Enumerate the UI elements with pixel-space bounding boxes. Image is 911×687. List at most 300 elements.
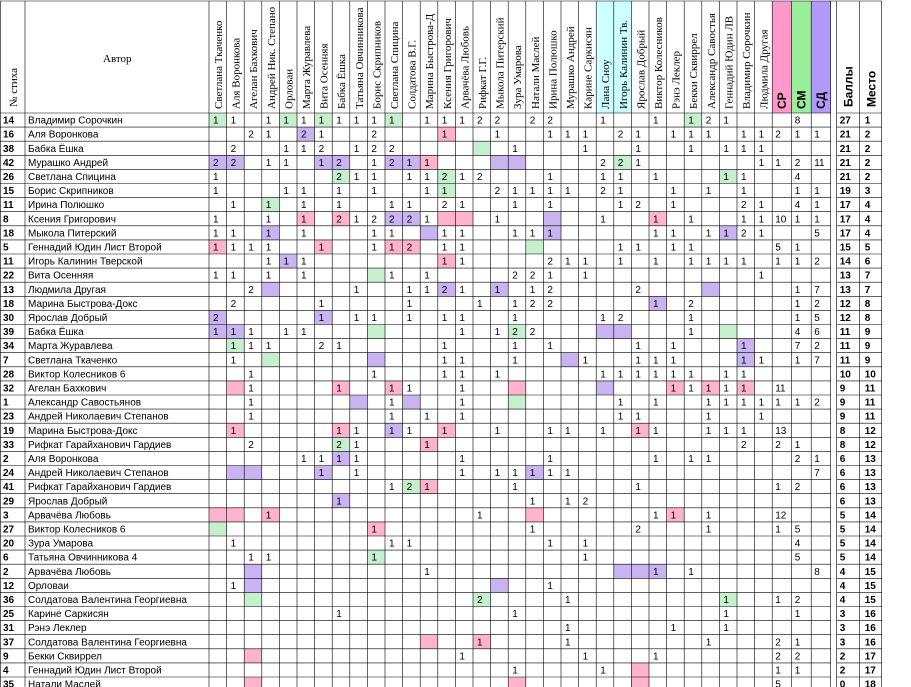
vote-cell: 2 — [371, 143, 377, 155]
place-value: 18 — [864, 679, 876, 687]
balls-value: 4 — [839, 580, 846, 592]
vote-cell: 2 — [600, 157, 606, 169]
vote-cell: 2 — [441, 284, 448, 296]
vote-cell: 1 — [723, 397, 729, 409]
vote-cell: 1 — [635, 341, 641, 353]
author-name: Карине Саркисян — [28, 609, 109, 621]
vote-cell: 1 — [230, 327, 237, 339]
place-value: 7 — [864, 284, 871, 296]
vote-cell: 1 — [318, 115, 325, 127]
vote-cell: 1 — [371, 369, 377, 381]
vote-cell: 1 — [265, 341, 272, 353]
juror-name: Ярослав Добрый — [635, 29, 648, 109]
vote-cell-fill — [508, 155, 526, 169]
vote-cell: 1 — [230, 242, 237, 254]
vote-cell: 1 — [459, 284, 465, 296]
vote-cell: 1 — [565, 186, 571, 198]
vote-cell-fill — [244, 466, 262, 480]
vote-cell: 1 — [741, 214, 747, 226]
place-value: 8 — [864, 313, 871, 324]
vote-cell: 1 — [547, 341, 553, 353]
sm-cell: 5 — [794, 524, 801, 536]
author-name: Орловаи — [28, 580, 69, 592]
vote-cell: 1 — [512, 143, 518, 155]
poem-number: 16 — [3, 129, 15, 141]
vote-cell-fill — [526, 508, 544, 522]
vote-cell: 1 — [213, 214, 219, 226]
sm-cell: 1 — [794, 298, 801, 310]
place-value: 11 — [864, 397, 876, 409]
sr-cell: 1 — [775, 482, 781, 494]
poem-number: 12 — [3, 580, 15, 592]
author-name: Борис Скрипников — [28, 186, 114, 198]
vote-cell: 1 — [371, 115, 377, 127]
vote-cell: 2 — [512, 327, 518, 339]
vote-cell: 1 — [318, 129, 325, 141]
vote-cell: 1 — [670, 242, 677, 254]
poem-number: 6 — [3, 552, 9, 564]
juror-name: Бекки Сквиррел — [688, 33, 701, 109]
place-value: 16 — [864, 637, 876, 649]
vote-cell: 1 — [353, 454, 360, 465]
place-value: 16 — [864, 609, 876, 621]
vote-cell: 1 — [389, 270, 395, 282]
sm-cell: 1 — [794, 242, 801, 254]
balls-value: 21 — [839, 172, 851, 183]
place-value: 7 — [864, 270, 871, 282]
vote-cell: 2 — [529, 270, 536, 282]
vote-cell: 1 — [617, 172, 624, 183]
vote-cell: 2 — [248, 284, 254, 296]
sm-cell: 1 — [794, 665, 801, 677]
vote-cell: 2 — [389, 143, 395, 155]
poem-number: 29 — [3, 496, 15, 508]
poem-number: 9 — [3, 651, 9, 663]
place-value: 14 — [864, 510, 876, 522]
vote-cell: 1 — [336, 200, 342, 212]
vote-cell: 1 — [512, 482, 518, 494]
sr-cell: 1 — [775, 397, 781, 409]
vote-cell: 1 — [389, 425, 395, 437]
juror-name: Рэнэ Леклер — [670, 51, 683, 109]
vote-cell: 1 — [459, 397, 465, 409]
vote-cell: 1 — [723, 172, 729, 183]
author-name: Мурашко Андрей — [28, 157, 109, 169]
sm-cell: 4 — [794, 172, 801, 183]
author-name: Бабка Ёшка — [28, 327, 84, 339]
vote-cell: 1 — [406, 538, 413, 550]
vote-cell: 1 — [353, 172, 360, 183]
vote-cell: 1 — [389, 383, 395, 395]
vote-cell: 1 — [582, 538, 589, 550]
vote-cell: 1 — [688, 242, 694, 254]
author-name: Мыкола Питерский — [28, 228, 117, 240]
vote-cell: 1 — [565, 623, 571, 635]
vote-cell: 1 — [565, 425, 571, 437]
sr-cell: 1 — [775, 157, 781, 169]
sr-cell: 2 — [775, 651, 781, 663]
balls-value: 21 — [839, 129, 851, 141]
vote-cell: 1 — [353, 439, 360, 451]
vote-cell: 1 — [265, 115, 272, 127]
vote-cell: 2 — [635, 200, 641, 212]
vote-cell: 1 — [635, 143, 641, 155]
vote-cell: 2 — [389, 214, 395, 226]
balls-value: 8 — [839, 425, 846, 437]
vote-cell: 1 — [459, 115, 465, 127]
vote-cell: 1 — [230, 270, 237, 282]
author-name: Агелан Бахкович — [28, 383, 107, 395]
balls-value: 5 — [839, 552, 846, 564]
vote-cell: 1 — [688, 454, 694, 465]
vote-cell: 1 — [459, 651, 465, 663]
balls-value: 17 — [839, 200, 851, 212]
vote-cell: 1 — [301, 327, 307, 339]
vote-cell: 1 — [318, 298, 325, 310]
vote-cell: 1 — [723, 383, 729, 395]
vote-cell-fill — [719, 325, 737, 339]
vote-cell: 1 — [653, 397, 659, 409]
sm-cell: 4 — [794, 538, 801, 550]
vote-cell: 1 — [389, 115, 395, 127]
poem-number: 11 — [3, 200, 14, 212]
juror-name: Карине Саркисян — [582, 27, 595, 109]
place-value: 12 — [864, 425, 876, 437]
vote-cell: 1 — [230, 341, 237, 353]
juror-name: Рифкат Г.Г. — [477, 56, 489, 109]
balls-value: 4 — [839, 595, 846, 606]
balls-value: 12 — [839, 313, 851, 324]
place-value: 2 — [864, 172, 871, 183]
vote-cell: 1 — [723, 369, 729, 381]
vote-cell: 1 — [758, 200, 765, 212]
vote-cell: 1 — [424, 157, 430, 169]
vote-cell: 1 — [758, 129, 765, 141]
vote-cell: 2 — [406, 242, 413, 254]
vote-cell: 1 — [459, 327, 465, 339]
vote-cell-fill — [614, 325, 632, 339]
vote-cell: 1 — [565, 129, 571, 141]
vote-cell: 1 — [213, 172, 219, 183]
vote-cell: 1 — [406, 298, 413, 310]
vote-cell-fill — [244, 564, 262, 578]
vote-cell: 2 — [617, 129, 624, 141]
vote-cell: 1 — [283, 186, 289, 198]
vote-cell: 1 — [336, 425, 342, 437]
vote-cell: 1 — [512, 355, 518, 367]
vote-cell-fill — [262, 353, 280, 367]
vote-cell: 1 — [336, 496, 342, 508]
balls-value: 10 — [839, 369, 851, 381]
balls-value: 27 — [839, 115, 851, 127]
vote-cell: 1 — [688, 383, 694, 395]
author-name: Владимир Сорочкин — [28, 115, 123, 127]
vote-cell: 2 — [617, 157, 624, 169]
place-value: 13 — [864, 468, 876, 480]
vote-cell: 1 — [459, 228, 465, 240]
balls-value: 9 — [839, 383, 846, 395]
vote-cell: 1 — [477, 510, 483, 522]
vote-cell: 1 — [600, 115, 606, 127]
place-value: 9 — [864, 355, 871, 367]
vote-cell-fill — [227, 466, 245, 480]
balls-value: 6 — [839, 496, 846, 508]
juror-name: Борис Скрипников — [371, 20, 384, 109]
header-sd: СД — [814, 91, 829, 109]
vote-cell: 1 — [617, 256, 624, 268]
vote-cell: 1 — [705, 228, 712, 240]
juror-name: Арвачёва Любовь — [459, 25, 472, 109]
vote-cell: 1 — [741, 425, 747, 437]
vote-cell-fill — [631, 564, 649, 578]
vote-cell: 1 — [265, 214, 272, 226]
header-author-label: Автор — [103, 53, 132, 65]
vote-cell: 1 — [230, 425, 237, 437]
vote-cell: 1 — [459, 468, 465, 480]
author-name: Арвачёва Любовь — [28, 510, 111, 522]
vote-cell: 1 — [283, 327, 289, 339]
vote-cell: 2 — [494, 115, 501, 127]
vote-cell: 1 — [265, 200, 272, 212]
sr-cell: 2 — [775, 637, 781, 649]
sd-cell: 5 — [814, 228, 820, 240]
sr-cell: 10 — [775, 214, 787, 226]
header-balls: Баллы — [841, 66, 856, 107]
vote-cell: 2 — [248, 439, 254, 451]
vote-cell: 1 — [529, 284, 536, 296]
vote-cell: 1 — [283, 143, 289, 155]
vote-cell: 1 — [723, 609, 729, 621]
poem-number: 2 — [3, 454, 9, 465]
vote-cell: 1 — [547, 425, 553, 437]
author-name: Рэнэ Леклер — [28, 623, 87, 635]
vote-cell: 1 — [389, 482, 395, 494]
place-value: 13 — [864, 496, 876, 508]
vote-cell: 2 — [512, 270, 518, 282]
poem-number: 39 — [3, 327, 15, 339]
balls-value: 11 — [839, 327, 851, 339]
balls-value: 21 — [839, 157, 851, 169]
vote-cell: 1 — [723, 256, 729, 268]
author-name: Солдатова Валентина Георгиевна — [28, 595, 187, 606]
poem-number: 8 — [3, 214, 9, 226]
vote-cell: 1 — [441, 369, 448, 381]
vote-cell: 1 — [336, 341, 342, 353]
vote-cell: 1 — [670, 129, 677, 141]
sm-cell: 2 — [794, 482, 801, 494]
poem-number: 41 — [3, 482, 15, 494]
vote-cell: 1 — [582, 552, 589, 564]
vote-cell: 1 — [758, 411, 765, 423]
vote-cell: 1 — [265, 157, 272, 169]
balls-value: 5 — [839, 524, 846, 536]
vote-cell: 2 — [389, 157, 395, 169]
vote-cell: 1 — [688, 256, 694, 268]
vote-cell: 1 — [494, 468, 501, 480]
vote-cell-fill — [420, 635, 438, 649]
vote-cell: 1 — [653, 256, 659, 268]
sd-cell: 1 — [814, 200, 820, 212]
vote-cell: 1 — [441, 425, 448, 437]
poem-number: 5 — [3, 242, 9, 254]
vote-cell: 1 — [353, 284, 360, 296]
juror-name: Александр Савостья — [705, 13, 718, 109]
sm-cell: 1 — [794, 313, 801, 324]
juror-name: Ирина Полюшко — [547, 30, 560, 109]
vote-cell: 1 — [600, 425, 606, 437]
vote-cell: 1 — [371, 552, 377, 564]
vote-cell: 1 — [653, 115, 659, 127]
poem-number: 19 — [3, 425, 15, 437]
vote-cell: 1 — [653, 369, 659, 381]
sd-cell: 1 — [814, 214, 820, 226]
place-value: 8 — [864, 298, 871, 310]
poem-number: 22 — [3, 270, 15, 282]
poem-number: 7 — [3, 355, 9, 367]
vote-cell: 2 — [494, 186, 501, 198]
author-name: Марина Быстрова-Докс — [28, 425, 138, 437]
balls-value: 2 — [839, 651, 846, 663]
vote-cell-fill — [614, 564, 632, 578]
vote-cell: 1 — [353, 214, 360, 226]
vote-cell: 1 — [213, 115, 219, 127]
vote-cell: 1 — [424, 284, 430, 296]
vote-cell: 2 — [301, 129, 307, 141]
poem-number: 11 — [3, 256, 14, 268]
place-value: 14 — [864, 552, 876, 564]
balls-value: 5 — [839, 538, 846, 550]
vote-cell: 1 — [653, 214, 659, 226]
vote-cell: 1 — [248, 327, 254, 339]
vote-cell: 1 — [653, 510, 659, 522]
sm-cell: 1 — [794, 129, 801, 141]
vote-cell: 1 — [758, 228, 765, 240]
vote-cell: 1 — [353, 143, 360, 155]
vote-cell: 1 — [459, 256, 465, 268]
vote-cell: 1 — [353, 425, 360, 437]
sd-cell: 11 — [814, 157, 825, 169]
vote-cell: 1 — [441, 313, 448, 324]
vote-cell: 1 — [529, 496, 536, 508]
vote-cell: 1 — [617, 200, 624, 212]
vote-cell: 1 — [529, 186, 536, 198]
place-value: 14 — [864, 524, 876, 536]
poem-number: 36 — [3, 595, 15, 606]
sm-cell: 7 — [794, 341, 801, 353]
vote-cell: 2 — [477, 172, 483, 183]
sm-cell: 1 — [794, 637, 801, 649]
balls-value: 3 — [839, 609, 846, 621]
vote-cell: 1 — [547, 454, 553, 465]
vote-cell: 1 — [741, 186, 747, 198]
place-value: 9 — [864, 341, 871, 353]
vote-cell: 1 — [301, 214, 307, 226]
balls-value: 17 — [839, 214, 851, 226]
vote-cell: 1 — [653, 651, 659, 663]
vote-cell: 1 — [653, 172, 659, 183]
vote-cell: 1 — [741, 129, 747, 141]
vote-cell: 1 — [635, 157, 641, 169]
vote-cell: 1 — [248, 383, 254, 395]
vote-cell: 1 — [441, 341, 448, 353]
vote-cell: 1 — [617, 242, 624, 254]
author-name: Аля Воронкова — [28, 129, 99, 141]
author-name: Ярослав Добрый — [28, 313, 108, 324]
poem-number: 18 — [3, 298, 15, 310]
place-value: 2 — [864, 129, 871, 141]
vote-cell: 1 — [230, 228, 237, 240]
sm-cell: 1 — [794, 256, 801, 268]
vote-cell: 1 — [688, 129, 694, 141]
balls-value: 9 — [839, 397, 846, 409]
balls-value: 3 — [839, 637, 846, 649]
vote-cell-fill — [420, 226, 438, 240]
sr-cell: 1 — [775, 256, 781, 268]
place-value: 13 — [864, 482, 876, 494]
juror-name: Андрей Ник. Степано — [265, 6, 278, 109]
vote-cell-fill — [209, 508, 227, 522]
juror-name: Геннадий Юдин ЛВ — [723, 15, 736, 109]
vote-cell: 2 — [318, 143, 325, 155]
header-place: Место — [864, 70, 879, 107]
vote-cell-fill — [455, 212, 473, 226]
vote-cell: 1 — [265, 242, 272, 254]
vote-cell: 1 — [653, 355, 659, 367]
vote-cell: 2 — [336, 172, 342, 183]
vote-cell: 2 — [230, 157, 237, 169]
author-name: Татьяна Овчинникова 4 — [28, 552, 138, 564]
vote-cell: 1 — [424, 115, 430, 127]
vote-cell-fill — [403, 395, 421, 409]
vote-cell: 1 — [353, 313, 360, 324]
vote-cell: 1 — [301, 186, 307, 198]
author-name: Виктор Колесников 6 — [28, 369, 126, 381]
author-name: Рифкат Гарайханович Гардиев — [28, 482, 172, 494]
vote-cell: 1 — [301, 454, 307, 465]
vote-cell-fill — [702, 282, 720, 296]
vote-cell: 1 — [248, 242, 254, 254]
vote-cell: 2 — [318, 341, 325, 353]
vote-cell: 1 — [371, 313, 377, 324]
vote-cell: 2 — [230, 143, 237, 155]
vote-cell: 1 — [477, 637, 483, 649]
vote-cell: 1 — [213, 270, 219, 282]
author-name: Геннадий Юдин Лист Второй — [28, 242, 162, 254]
vote-cell: 1 — [283, 256, 289, 268]
vote-cell-fill — [596, 325, 614, 339]
vote-cell: 1 — [248, 369, 254, 381]
vote-cell: 1 — [477, 298, 483, 310]
sm-cell: 1 — [794, 439, 801, 451]
vote-cell: 2 — [547, 256, 553, 268]
sd-cell: 2 — [814, 397, 820, 409]
vote-cell-fill — [367, 353, 385, 367]
vote-cell: 1 — [441, 115, 448, 127]
juror-name: Светлана Спицина — [389, 21, 401, 109]
vote-cell: 2 — [441, 200, 448, 212]
vote-cell: 1 — [565, 256, 571, 268]
vote-cell: 1 — [265, 552, 272, 564]
sm-cell: 1 — [794, 214, 801, 226]
balls-value: 6 — [839, 454, 846, 465]
juror-name: Лана Сноу — [600, 59, 613, 109]
balls-value: 3 — [839, 623, 846, 635]
balls-value: 17 — [839, 228, 851, 240]
place-value: 17 — [864, 651, 876, 663]
sr-cell: 12 — [775, 510, 787, 522]
vote-cell: 1 — [283, 115, 289, 127]
vote-cell-fill — [350, 395, 368, 409]
